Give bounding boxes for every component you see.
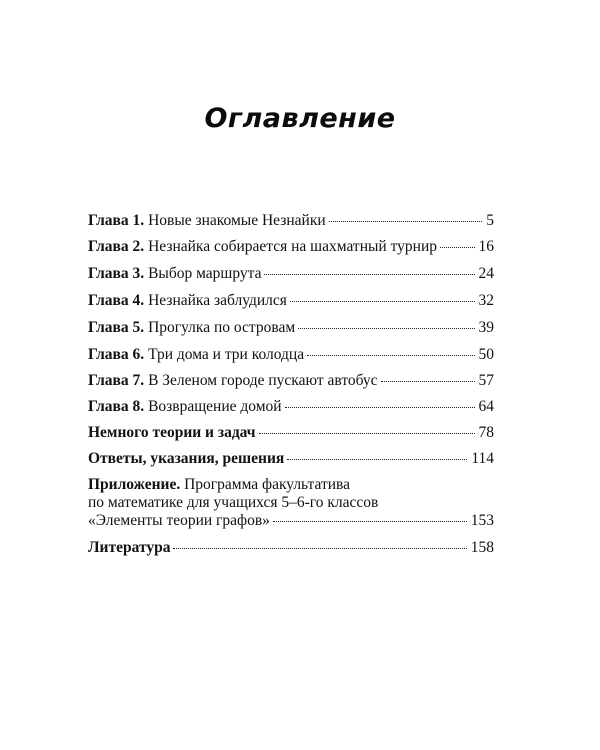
toc-chapter-number: Глава 3. (88, 265, 145, 282)
toc-page-number: 50 (478, 346, 494, 363)
toc-title: Прогулка по островам (148, 319, 296, 336)
toc-entry-chapter-6 (88, 346, 494, 364)
toc-title: Незнайка заблудился (148, 292, 287, 309)
toc-chapter-number: Глава 6. (88, 346, 145, 363)
toc-entry-chapter-2 (88, 238, 494, 256)
toc-label (88, 398, 282, 416)
dot-leader (440, 247, 475, 248)
toc-chapter-number: Глава 7. (88, 372, 145, 389)
appendix-line-3 (88, 512, 494, 530)
appendix-title-3: «Элементы теории графов» (88, 512, 270, 529)
toc-chapter-number: Глава 8. (88, 398, 145, 415)
toc-entry-appendix (88, 476, 494, 530)
toc-page-number: 32 (478, 292, 494, 309)
dot-leader (264, 274, 474, 275)
dot-leader (273, 521, 467, 522)
toc-entry-chapter-3 (88, 265, 494, 283)
table-of-contents (88, 212, 494, 557)
toc-page-number: 153 (470, 512, 494, 529)
toc-label (88, 372, 378, 390)
toc-label (88, 265, 261, 283)
toc-title: Три дома и три колодца (148, 346, 305, 363)
dot-leader (259, 433, 475, 434)
toc-title: В Зеленом городе пускают автобус (148, 372, 378, 389)
appendix-line-1 (88, 476, 494, 494)
toc-entry-chapter-7 (88, 372, 494, 390)
toc-title: Выбор маршрута (148, 265, 262, 282)
toc-entry-chapter-4 (88, 292, 494, 310)
toc-page-number: 24 (478, 265, 494, 282)
toc-page-number: 16 (478, 238, 494, 255)
toc-title: Немного теории и задач (88, 424, 256, 441)
appendix-prefix: Приложение. (88, 476, 181, 493)
toc-entry-chapter-1 (88, 212, 494, 230)
page-title: Оглавление (204, 103, 396, 134)
toc-page-number: 114 (471, 450, 494, 467)
dot-leader (329, 221, 483, 222)
toc-page-number: 78 (478, 424, 494, 441)
toc-chapter-number: Глава 4. (88, 292, 145, 309)
toc-title: Незнайка собирается на шахматный турнир (148, 238, 437, 255)
toc-page-number: 57 (478, 372, 494, 389)
toc-label (88, 238, 437, 256)
dot-leader (381, 381, 475, 382)
toc-entry-theory (88, 424, 494, 442)
toc-page-number: 64 (478, 398, 494, 415)
toc-title: Новые знакомые Незнайки (148, 212, 326, 229)
toc-label (88, 212, 326, 230)
dot-leader (285, 407, 475, 408)
dot-leader (287, 459, 467, 460)
dot-leader (290, 301, 475, 302)
toc-title: Возвращение домой (148, 398, 282, 415)
toc-chapter-number: Глава 2. (88, 238, 145, 255)
appendix-line-2: по математике для учащихся 5–6-го классов (88, 494, 379, 511)
toc-chapter-number: Глава 1. (88, 212, 145, 229)
toc-title: Ответы, указания, решения (88, 450, 285, 467)
toc-entry-chapter-5 (88, 319, 494, 337)
dot-leader (173, 548, 466, 549)
toc-label (88, 319, 295, 337)
toc-page-number: 158 (470, 539, 494, 556)
appendix-title-1: Программа факультатива (184, 476, 351, 493)
toc-page-number: 39 (478, 319, 494, 336)
toc-entry-literature (88, 539, 494, 557)
toc-label (88, 346, 304, 364)
dot-leader (307, 355, 474, 356)
dot-leader (298, 328, 474, 329)
toc-page-number: 5 (486, 212, 494, 229)
toc-title: Литература (88, 539, 171, 556)
toc-entry-chapter-8 (88, 398, 494, 416)
toc-label (88, 292, 287, 310)
toc-chapter-number: Глава 5. (88, 319, 145, 336)
toc-entry-answers (88, 450, 494, 468)
